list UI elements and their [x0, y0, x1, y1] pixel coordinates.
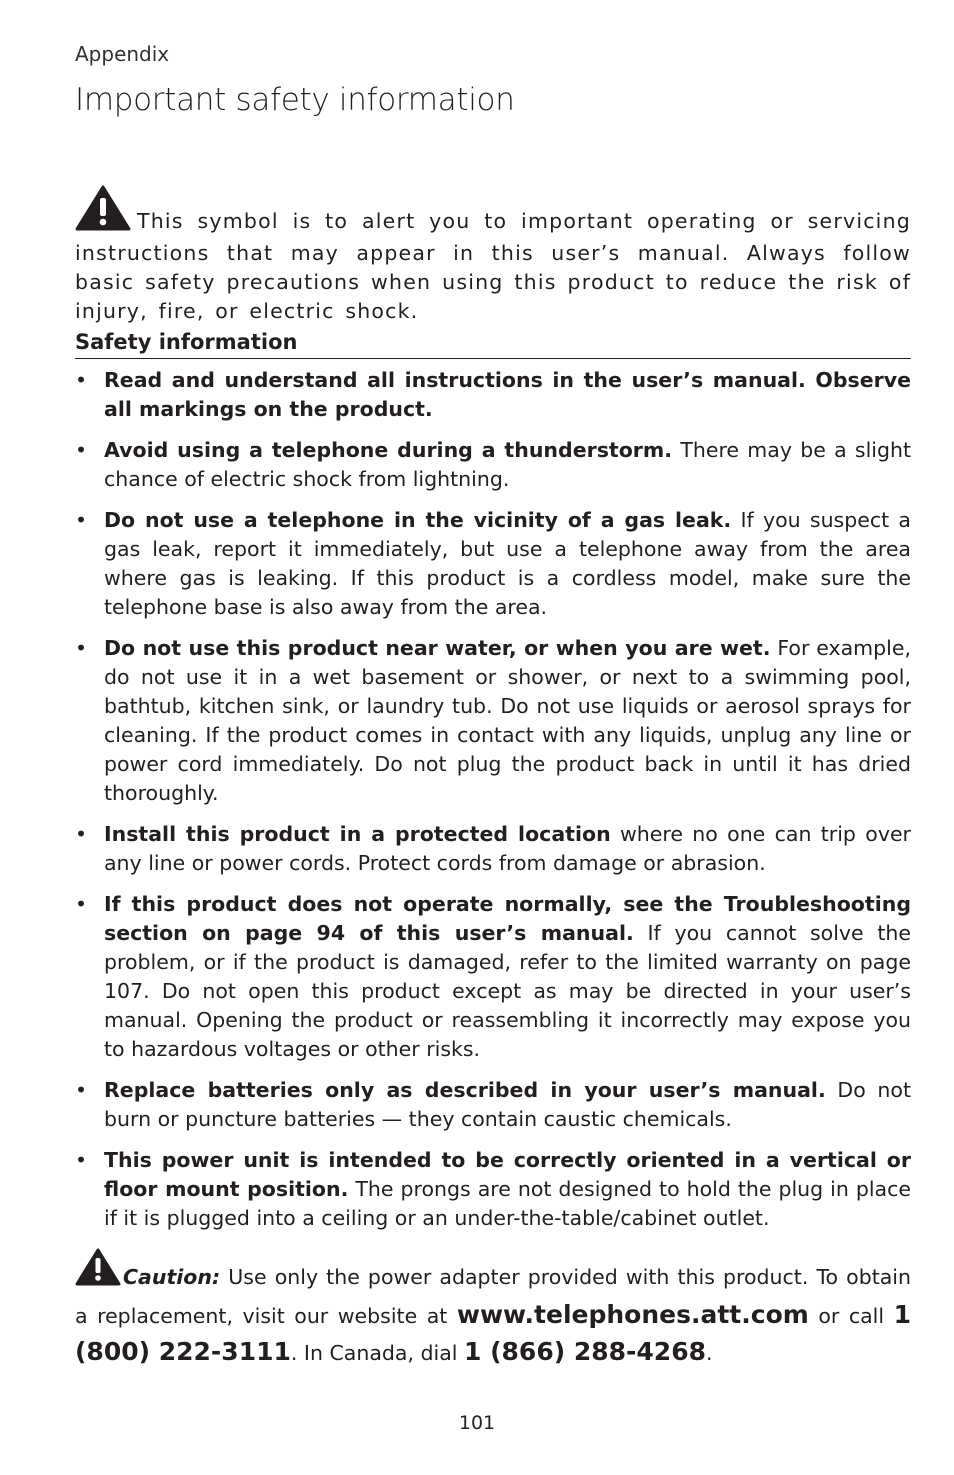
- bullet-icon: •: [75, 822, 88, 846]
- safety-heading: Safety information: [75, 330, 911, 359]
- safety-list-item: [75, 890, 911, 1064]
- caution-text-4: .: [705, 1341, 713, 1365]
- safety-item-text: If you cannot solve the problem, or if the product is damaged, refer to the limited warranty on page 107. Do not open this product except as may be directed in your user’s manual. Opening the product or reassembling it incorrectly may expose you to hazardous voltages or other risks.: [104, 921, 912, 1061]
- safety-item-text: For example, do not use it in a wet basement or shower, or next to a swimming pool, bathtub, kitchen sink, or laundry tub. Do not use liquids or aerosol sprays for cleaning. If the product comes in contact with any liquids, unplug any line or power cord immediately. Do not plug the product back in until it has dried thoroughly.: [104, 636, 911, 805]
- safety-item-bold: This power unit is intended to be correctly oriented in a vertical or floor mount position.: [104, 1148, 911, 1201]
- caution-text-1: Use only the power adapter provided with this product. To obtain a replacement, visit our website at: [75, 1265, 911, 1328]
- warning-triangle-icon: [75, 185, 131, 239]
- caution-label: Caution:: [123, 1265, 221, 1289]
- bullet-icon: •: [75, 636, 88, 660]
- safety-list-item: [75, 506, 911, 622]
- safety-item-bold: Avoid using a telephone during a thunderstorm.: [104, 438, 673, 462]
- bullet-icon: •: [75, 1148, 88, 1172]
- safety-list: [75, 366, 911, 1245]
- website-link[interactable]: www.telephones.att.com: [456, 1300, 809, 1329]
- safety-item-bold: Read and understand all instructions in the user’s manual. Observe all markings on the product.: [104, 368, 911, 421]
- safety-item-bold: Do not use this product near water, or when you are wet.: [104, 636, 771, 660]
- bullet-icon: •: [75, 508, 88, 532]
- phone-number-us: 1 (800) 222-3111: [75, 1300, 911, 1366]
- bullet-icon: •: [75, 892, 88, 916]
- safety-item-text: where no one can trip over any line or power cords. Protect cords from damage or abrasion.: [104, 822, 911, 875]
- bullet-icon: •: [75, 368, 88, 392]
- page-title: Important safety information: [75, 82, 515, 118]
- safety-item-bold: Install this product in a protected location: [104, 822, 611, 846]
- safety-list-item: [75, 634, 911, 808]
- safety-item-bold: Replace batteries only as described in your user’s manual.: [104, 1078, 826, 1102]
- caution-text-3: . In Canada, dial: [290, 1341, 464, 1365]
- safety-item-text: There may be a slight chance of electric shock from lightning.: [104, 438, 912, 491]
- section-label: Appendix: [75, 42, 170, 66]
- safety-list-item: [75, 1076, 911, 1134]
- safety-list-item: [75, 820, 911, 878]
- intro-text: This symbol is to alert you to important operating or servicing instructions that may appear in this user’s manual. Always follow basic safety precautions when using this product to reduce the risk of injury, fire, or electric shock.: [75, 209, 911, 323]
- bullet-icon: •: [75, 438, 88, 462]
- phone-number-canada: 1 (866) 288-4268: [464, 1337, 706, 1366]
- bullet-icon: •: [75, 1078, 88, 1102]
- safety-list-item: [75, 436, 911, 494]
- safety-item-text: If you suspect a gas leak, report it immediately, but use a telephone away from the area where gas is leaking. If this product is a cordless model, make sure the telephone base is also away from the area.: [104, 508, 911, 619]
- safety-item-bold: Do not use a telephone in the vicinity of a gas leak.: [104, 508, 732, 532]
- safety-list-item: [75, 366, 911, 424]
- page-number: 101: [458, 1412, 496, 1434]
- caution-paragraph: [75, 1248, 911, 1371]
- safety-item-text: The prongs are not designed to hold the plug in place if it is plugged into a ceiling or an under-the-table/cabinet outlet.: [104, 1177, 911, 1230]
- safety-item-bold: If this product does not operate normally, see the Troubleshooting section on page 94 of this user’s manual.: [104, 892, 911, 945]
- safety-item-text: Do not burn or puncture batteries — they contain caustic chemicals.: [104, 1078, 912, 1131]
- caution-text-2: or call: [808, 1304, 894, 1328]
- safety-list-item: [75, 1146, 911, 1233]
- intro-paragraph: [75, 185, 911, 326]
- caution-triangle-icon: [75, 1248, 121, 1297]
